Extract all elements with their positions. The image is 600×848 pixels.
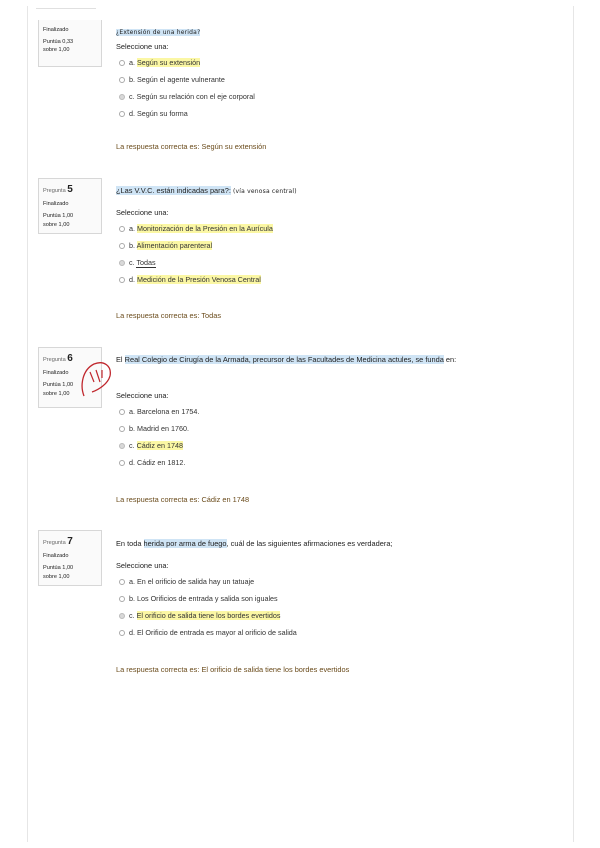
answer-label: Según el agente vulnerante <box>137 75 225 85</box>
answer-option[interactable] <box>116 454 556 471</box>
answer-letter: d. <box>129 109 135 119</box>
question-text-post: en: <box>443 355 457 364</box>
score-of-text: sobre 1,00 <box>43 47 70 54</box>
answer-letter: d. <box>129 458 135 468</box>
answer-label: Según su relación con el eje corporal <box>136 92 255 102</box>
answer-label: Cádiz en 1812. <box>137 458 186 468</box>
answer-letter: a. <box>129 58 135 68</box>
handwritten-note: ¿Extensión de una herida? <box>116 29 201 36</box>
radio-button[interactable] <box>119 460 125 466</box>
divider <box>36 8 96 9</box>
answer-letter: b. <box>129 424 135 434</box>
answer-label: Medición de la Presión Venosa Central <box>137 275 261 285</box>
answer-option[interactable] <box>116 624 556 641</box>
radio-button[interactable] <box>119 426 125 432</box>
answer-option[interactable] <box>116 71 556 88</box>
answer-label: Los Orificios de entrada y salida son iguales <box>137 594 278 604</box>
answer-text <box>129 407 199 416</box>
radio-button[interactable] <box>119 260 125 266</box>
answer-option[interactable] <box>116 420 556 437</box>
radio-button[interactable] <box>119 596 125 602</box>
answer-label: En el orificio de salida hay un tatuaje <box>137 577 255 587</box>
question-content <box>116 530 556 674</box>
answer-letter: d. <box>129 628 135 638</box>
question-content <box>116 347 556 504</box>
answer-letter: b. <box>129 594 135 604</box>
answer-option[interactable] <box>116 254 556 271</box>
answer-list <box>116 573 556 641</box>
question-text: ¿Las V.V.C. están indicadas para?: <box>116 186 231 195</box>
status-text: Finalizado <box>43 552 69 559</box>
question-text-pre: El <box>116 355 125 364</box>
radio-button[interactable] <box>119 243 125 249</box>
answer-text <box>129 441 183 450</box>
answer-text <box>129 628 297 637</box>
score-text: Puntúa 1,00 <box>43 213 74 220</box>
radio-button[interactable] <box>119 409 125 415</box>
radio-button[interactable] <box>119 579 125 585</box>
answer-label: Alimentación parenteral <box>136 241 213 251</box>
answer-label: Según su forma <box>137 109 188 119</box>
question-number: 5 <box>67 184 73 195</box>
answer-label: Madrid en 1760. <box>137 424 189 434</box>
prompt: Seleccione una: <box>116 391 169 401</box>
answer-list <box>116 54 556 122</box>
question-info <box>38 20 102 67</box>
answer-option[interactable] <box>116 403 556 420</box>
answer-option[interactable] <box>116 220 556 237</box>
score-text: Puntúa 1,00 <box>43 382 74 389</box>
question-number: 7 <box>67 536 73 547</box>
score-of-text: sobre 1,00 <box>43 573 70 580</box>
score-of-text: sobre 1,00 <box>43 390 70 397</box>
answer-text <box>129 611 280 620</box>
answer-text <box>129 424 189 433</box>
score-text: Puntúa 0,33 <box>43 38 74 45</box>
status-text: Finalizado <box>43 369 69 376</box>
answer-text <box>129 458 185 467</box>
answer-text <box>129 275 261 284</box>
radio-button[interactable] <box>119 443 125 449</box>
question-text-pre: En toda <box>116 539 144 548</box>
score-of-text: sobre 1,00 <box>43 221 70 228</box>
answer-option[interactable] <box>116 573 556 590</box>
answer-label: Barcelona en 1754. <box>137 407 200 417</box>
question-label: Pregunta <box>43 188 66 194</box>
answer-letter: c. <box>129 92 135 102</box>
correct-answer-feedback: La respuesta correcta es: Según su extensión <box>116 142 267 151</box>
prompt: Seleccione una: <box>116 42 169 52</box>
radio-button[interactable] <box>119 94 125 100</box>
radio-button[interactable] <box>119 77 125 83</box>
answer-option[interactable] <box>116 271 556 288</box>
question-label: Pregunta <box>43 540 66 546</box>
answer-text <box>129 92 255 101</box>
answer-list <box>116 403 556 471</box>
handwritten-annotation-icon <box>78 358 118 402</box>
answer-option[interactable] <box>116 607 556 624</box>
correct-answer-feedback: La respuesta correcta es: El orificio de salida tiene los bordes evertidos <box>116 665 350 674</box>
answer-option[interactable] <box>116 54 556 71</box>
answer-label: Monitorización de la Presión en la Aurícula <box>137 224 273 234</box>
answer-letter: d. <box>129 275 135 285</box>
answer-letter: a. <box>129 224 135 234</box>
status-text: Finalizado <box>43 200 69 207</box>
question-content <box>116 20 556 151</box>
question-content <box>116 178 556 320</box>
correct-answer-feedback: La respuesta correcta es: Todas <box>116 311 222 320</box>
answer-text <box>129 241 212 250</box>
question-label: Pregunta <box>43 357 66 363</box>
question-info <box>38 178 102 234</box>
answer-option[interactable] <box>116 88 556 105</box>
answer-text <box>129 594 278 603</box>
question-text-highlight: Real Colegio de Cirugía de la Armada, precursor de las Facultades de Medicina actules, se funda <box>124 355 444 364</box>
answer-text <box>129 109 188 118</box>
answer-letter: c. <box>129 441 135 451</box>
answer-text <box>129 577 254 586</box>
question-info <box>38 530 102 586</box>
answer-letter: b. <box>129 75 135 85</box>
answer-list <box>116 220 556 288</box>
answer-letter: b. <box>129 241 135 251</box>
answer-option[interactable] <box>116 105 556 122</box>
prompt: Seleccione una: <box>116 561 169 571</box>
radio-button[interactable] <box>119 277 125 283</box>
score-text: Puntúa 1,00 <box>43 565 74 572</box>
prompt: Seleccione una: <box>116 208 169 218</box>
answer-text <box>129 58 200 67</box>
answer-option[interactable] <box>116 590 556 607</box>
answer-text <box>129 258 156 267</box>
answer-label: El Orificio de entrada es mayor al orificio de salida <box>137 628 297 638</box>
answer-option[interactable] <box>116 237 556 254</box>
answer-label: El orificio de salida tiene los bordes evertidos <box>136 611 281 621</box>
answer-text <box>129 75 225 84</box>
answer-label: Según su extensión <box>137 58 201 68</box>
question-text-highlight: herida por arma de fuego <box>143 539 227 548</box>
answer-option[interactable] <box>116 437 556 454</box>
radio-button[interactable] <box>119 613 125 619</box>
answer-text <box>129 224 273 233</box>
answer-letter: a. <box>129 577 135 587</box>
answer-label: Cádiz en 1748 <box>136 441 183 451</box>
correct-answer-feedback: La respuesta correcta es: Cádiz en 1748 <box>116 495 250 504</box>
handwritten-note: (vía venosa central) <box>232 188 297 195</box>
question-text-post: , cuál de las siguientes afirmaciones es verdadera; <box>226 539 393 548</box>
answer-letter: a. <box>129 407 135 417</box>
answer-letter: c. <box>129 258 135 268</box>
radio-button[interactable] <box>119 60 125 66</box>
question-number: 6 <box>67 353 73 364</box>
radio-button[interactable] <box>119 111 125 117</box>
status-text: Finalizado <box>43 27 69 33</box>
radio-button[interactable] <box>119 226 125 232</box>
radio-button[interactable] <box>119 630 125 636</box>
answer-label: Todas <box>136 258 156 268</box>
answer-letter: c. <box>129 611 135 621</box>
